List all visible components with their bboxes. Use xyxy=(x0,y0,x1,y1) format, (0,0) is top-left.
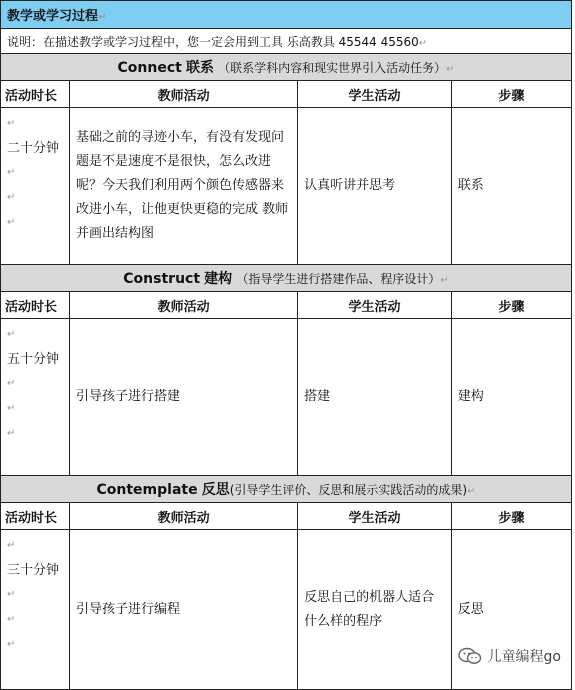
note-row xyxy=(1,29,572,54)
title-cell xyxy=(1,1,572,29)
wechat-icon xyxy=(458,647,482,665)
col-student-header: 学生活动 xyxy=(298,81,452,108)
note-cell xyxy=(1,29,572,54)
section-name-en: Connect xyxy=(117,60,182,76)
paragraph-mark: ↵ xyxy=(7,118,16,129)
paragraph-mark: ↵ xyxy=(7,639,16,650)
paragraph-mark: ↵ xyxy=(7,217,16,228)
teacher-activity-text: 基础之前的寻迹小车，有没有发现问题是不是速度不是很快，怎么改进呢？今天我们利用两个颜色传感器来改进小车，让他更快更稳的完成 教师并画出结构图 xyxy=(76,130,289,241)
duration-cell xyxy=(1,108,70,265)
student-activity-text: 反思自己的机器人适合什么样的程序 xyxy=(304,589,435,629)
activity-row-connect xyxy=(1,108,572,265)
column-header-row xyxy=(1,503,572,530)
section-name-en: Contemplate xyxy=(96,482,198,498)
column-header-row xyxy=(1,292,572,319)
teacher-activity-cell xyxy=(70,319,298,476)
section-name-cn: 建构 xyxy=(204,271,233,287)
col-student-header: 学生活动 xyxy=(298,292,452,319)
watermark-text: 儿童编程go xyxy=(487,649,561,665)
col-duration-header: 活动时长 xyxy=(1,292,70,319)
section-header-construct xyxy=(1,265,572,292)
step-text: 联系 xyxy=(457,178,484,193)
col-student-header: 学生活动 xyxy=(298,503,452,530)
section-header-contemplate xyxy=(1,476,572,503)
paragraph-mark: ↵ xyxy=(7,540,16,551)
section-title-cell xyxy=(1,476,572,503)
student-activity-text: 认真听讲并思考 xyxy=(304,178,396,193)
paragraph-mark: ↵ xyxy=(440,275,449,286)
duration-text: 二十分钟 xyxy=(7,141,60,156)
paragraph-mark: ↵ xyxy=(7,378,16,389)
section-name-cn: 反思 xyxy=(201,482,230,498)
duration-cell xyxy=(1,319,70,476)
student-activity-cell xyxy=(298,108,452,265)
col-duration-header: 活动时长 xyxy=(1,503,70,530)
student-activity-cell xyxy=(298,530,452,690)
duration-text: 五十分钟 xyxy=(7,352,60,367)
paragraph-mark: ↵ xyxy=(446,64,455,75)
teacher-activity-text: 引导孩子进行编程 xyxy=(76,601,181,617)
col-teacher-header: 教师活动 xyxy=(70,81,298,108)
note-text: 说明：在描述教学或学习过程中，您一定会用到工具 乐高教具 45544 45560 xyxy=(7,34,419,49)
col-teacher-header: 教师活动 xyxy=(70,292,298,319)
section-name-en: Construct xyxy=(123,271,201,287)
paragraph-mark: ↵ xyxy=(467,486,476,497)
student-activity-text: 搭建 xyxy=(304,389,331,404)
section-name-cn: 联系 xyxy=(185,60,214,76)
step-text: 建构 xyxy=(457,389,484,404)
column-header-row xyxy=(1,81,572,108)
section-desc: (引导学生评价、反思和展示实践活动的成果) xyxy=(229,483,468,497)
step-cell xyxy=(451,108,571,265)
activity-row-construct xyxy=(1,319,572,476)
teacher-activity-cell xyxy=(70,530,298,690)
paragraph-mark: ↵ xyxy=(7,329,16,340)
col-teacher-header: 教师活动 xyxy=(70,503,298,530)
col-step-header: 步骤 xyxy=(451,503,571,530)
paragraph-mark: ↵ xyxy=(7,428,16,439)
step-text: 反思 xyxy=(457,601,484,617)
section-title-cell xyxy=(1,54,572,81)
paragraph-mark: ↵ xyxy=(418,37,428,49)
col-step-header: 步骤 xyxy=(451,292,571,319)
section-desc: （联系学科内容和现实世界引入活动任务） xyxy=(218,61,447,75)
watermark xyxy=(458,646,561,666)
paragraph-mark: ↵ xyxy=(7,192,16,203)
section-title-cell xyxy=(1,265,572,292)
title-row xyxy=(1,1,572,29)
paragraph-mark: ↵ xyxy=(7,614,16,625)
paragraph-mark: ↵ xyxy=(7,589,16,600)
teacher-activity-text: 引导孩子进行搭建 xyxy=(76,389,181,404)
table-title: 教学或学习过程 xyxy=(7,9,99,24)
paragraph-mark: ↵ xyxy=(98,12,107,23)
section-header-connect xyxy=(1,54,572,81)
teacher-activity-cell xyxy=(70,108,298,265)
section-desc: （指导学生进行搭建作品、程序设计） xyxy=(236,272,441,286)
duration-text: 三十分钟 xyxy=(7,563,60,578)
col-step-header: 步骤 xyxy=(451,81,571,108)
duration-cell xyxy=(1,530,70,690)
student-activity-cell xyxy=(298,319,452,476)
step-cell xyxy=(451,319,571,476)
paragraph-mark: ↵ xyxy=(7,167,16,178)
col-duration-header: 活动时长 xyxy=(1,81,70,108)
paragraph-mark: ↵ xyxy=(7,403,16,414)
